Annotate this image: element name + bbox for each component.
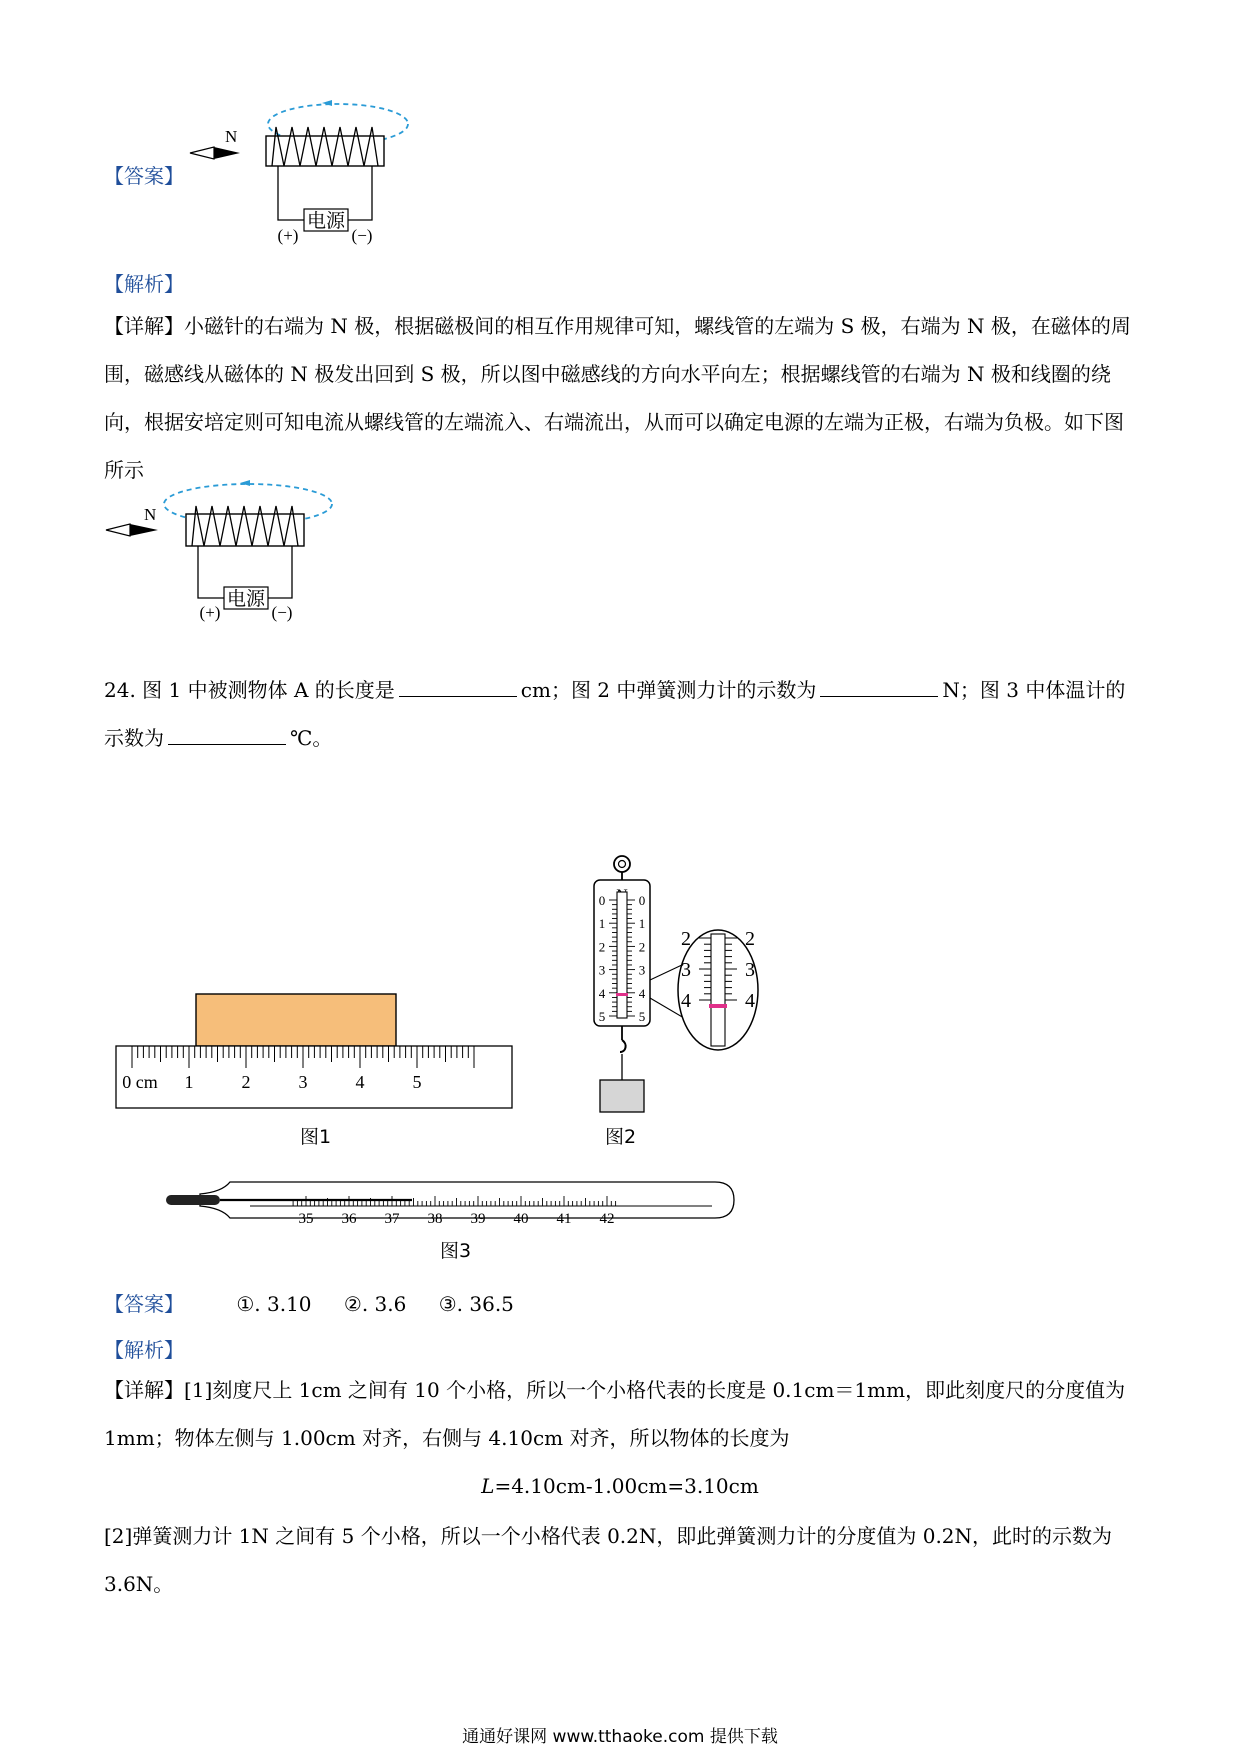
thermo-label: 42 [599,1211,615,1227]
equation [0,1462,1240,1510]
detail-tag-1: 【详解】 [104,314,184,338]
answer-item-1: ①. 3.10 [236,1292,312,1316]
question-text-2: cm；图 2 中弹簧测力计的示数为 [520,678,817,702]
compass-n-label: N [144,505,157,524]
question-number: 24. [104,678,136,702]
detail-paragraph-3 [104,1512,1134,1608]
fig1-caption: 图1 [300,1126,332,1148]
thermo-label: 37 [384,1211,400,1227]
thermo-label: 36 [341,1211,357,1227]
scale-label: 1 [598,916,606,932]
answer-item-3: ③. 36.5 [438,1292,514,1316]
ruler-label: 3 [298,1072,308,1092]
thermo-label: 38 [427,1211,443,1227]
zoom-label: 4 [745,990,755,1012]
scale-label: 3 [598,962,606,978]
analysis-tag-2: 【解析】 [104,1338,184,1362]
zoom-label: 3 [681,959,691,981]
question-24 [104,666,1134,762]
answer-blank-2[interactable] [820,674,938,697]
thermo-label: 39 [470,1211,486,1227]
solenoid-answer-diagram [180,96,430,246]
source-label: 电源 [306,211,346,232]
zoom-label: 2 [681,928,691,950]
compass-n-label: N [225,127,238,146]
zoom-label: 4 [681,990,691,1012]
scale-label: 0 [598,893,606,908]
scale-label: 4 [638,985,646,1001]
zoom-label: 3 [745,959,755,981]
scale-label: 2 [598,939,606,955]
answer-tag-2: 【答案】 [104,1292,184,1316]
detail-text-1: 小磁针的右端为 N 极，根据磁极间的相互作用规律可知，螺线管的左端为 S 极，右端为 N 极，在磁体的周围，磁感线从磁体的 N 极发出回到 S 极，所以图中磁感线的方向水平向左；根据螺线管的右端为 N 极和线圈的绕向，根据安培定则可知电流从螺线管的左端流入、右端流出，从而可以确定电源的左端为正极，右端为负极。如下图所示 [104,314,1131,482]
thermometer-bulb [166,1195,220,1205]
detail-paragraph-1 [104,302,1134,494]
ruler-label: 2 [241,1072,251,1092]
plus-label: (+) [277,226,299,245]
minus-label: (−) [351,226,373,245]
answer-item-2: ②. 3.6 [343,1292,407,1316]
scale-label: 0 [638,893,646,908]
ruler-label: 1 [184,1072,194,1092]
answer-blank-1[interactable] [399,674,517,697]
thermo-label: 35 [298,1211,314,1227]
scale-pointer [616,993,628,996]
zoom-pointer [709,1004,727,1008]
hanging-weight [600,1080,644,1112]
detail-paragraph-2 [104,1366,1134,1462]
scale-label: 2 [638,939,646,955]
zoom-label: 2 [745,928,755,950]
thermo-label: 40 [513,1211,529,1227]
answer-blank-3[interactable] [168,722,286,745]
fig2-caption: 图2 [605,1126,637,1148]
answer-tag-1: 【答案】 [104,164,184,188]
scale-label: 5 [638,1009,646,1024]
ruler-label: 0 cm [122,1072,158,1092]
source-label: 电源 [226,589,266,610]
analysis-tag-1: 【解析】 [104,272,184,296]
object-a [196,994,396,1046]
footer-text: 通通好课网 www.tthaoke.com 提供下载 [462,1727,778,1747]
question-text-4: ℃。 [290,726,333,750]
equation-variable: L [481,1474,495,1498]
thermometer-figure [160,1170,740,1230]
scale-label: 1 [638,916,646,932]
ruler-label: 4 [355,1072,365,1092]
thermo-label: 41 [556,1211,572,1227]
ruler-figure [110,990,530,1120]
spring-scale-figure [580,850,780,1120]
question-text-3: N；图 3 中体温计的示数为 [104,678,1126,750]
equation-body: =4.10cm-1.00cm=3.10cm [494,1474,759,1498]
answer-row-2 [104,1288,540,1317]
detail-tag-2: 【详解】 [104,1378,184,1402]
solenoid-detail-diagram [100,478,350,628]
question-text-1: 图 1 中被测物体 A 的长度是 [142,678,395,702]
scale-label: 4 [598,985,606,1001]
fig3-caption: 图3 [440,1240,472,1262]
scale-label: 5 [598,1009,606,1024]
scale-label: 3 [638,962,646,978]
minus-label: (−) [271,603,293,622]
plus-label: (+) [199,603,221,622]
ruler-label: 5 [412,1072,422,1092]
detail-text-3: [2]弹簧测力计 1N 之间有 5 个小格，所以一个小格代表 0.2N，即此弹簧测力计的分度值为 0.2N，此时的示数为 3.6N。 [104,1524,1113,1596]
detail-text-2: [1]刻度尺上 1cm 之间有 10 个小格，所以一个小格代表的长度是 0.1cm＝1mm，即此刻度尺的分度值为 1mm；物体左侧与 1.00cm 对齐，右侧与 4.10cm 对齐，所以物体的长度为 [104,1378,1126,1450]
